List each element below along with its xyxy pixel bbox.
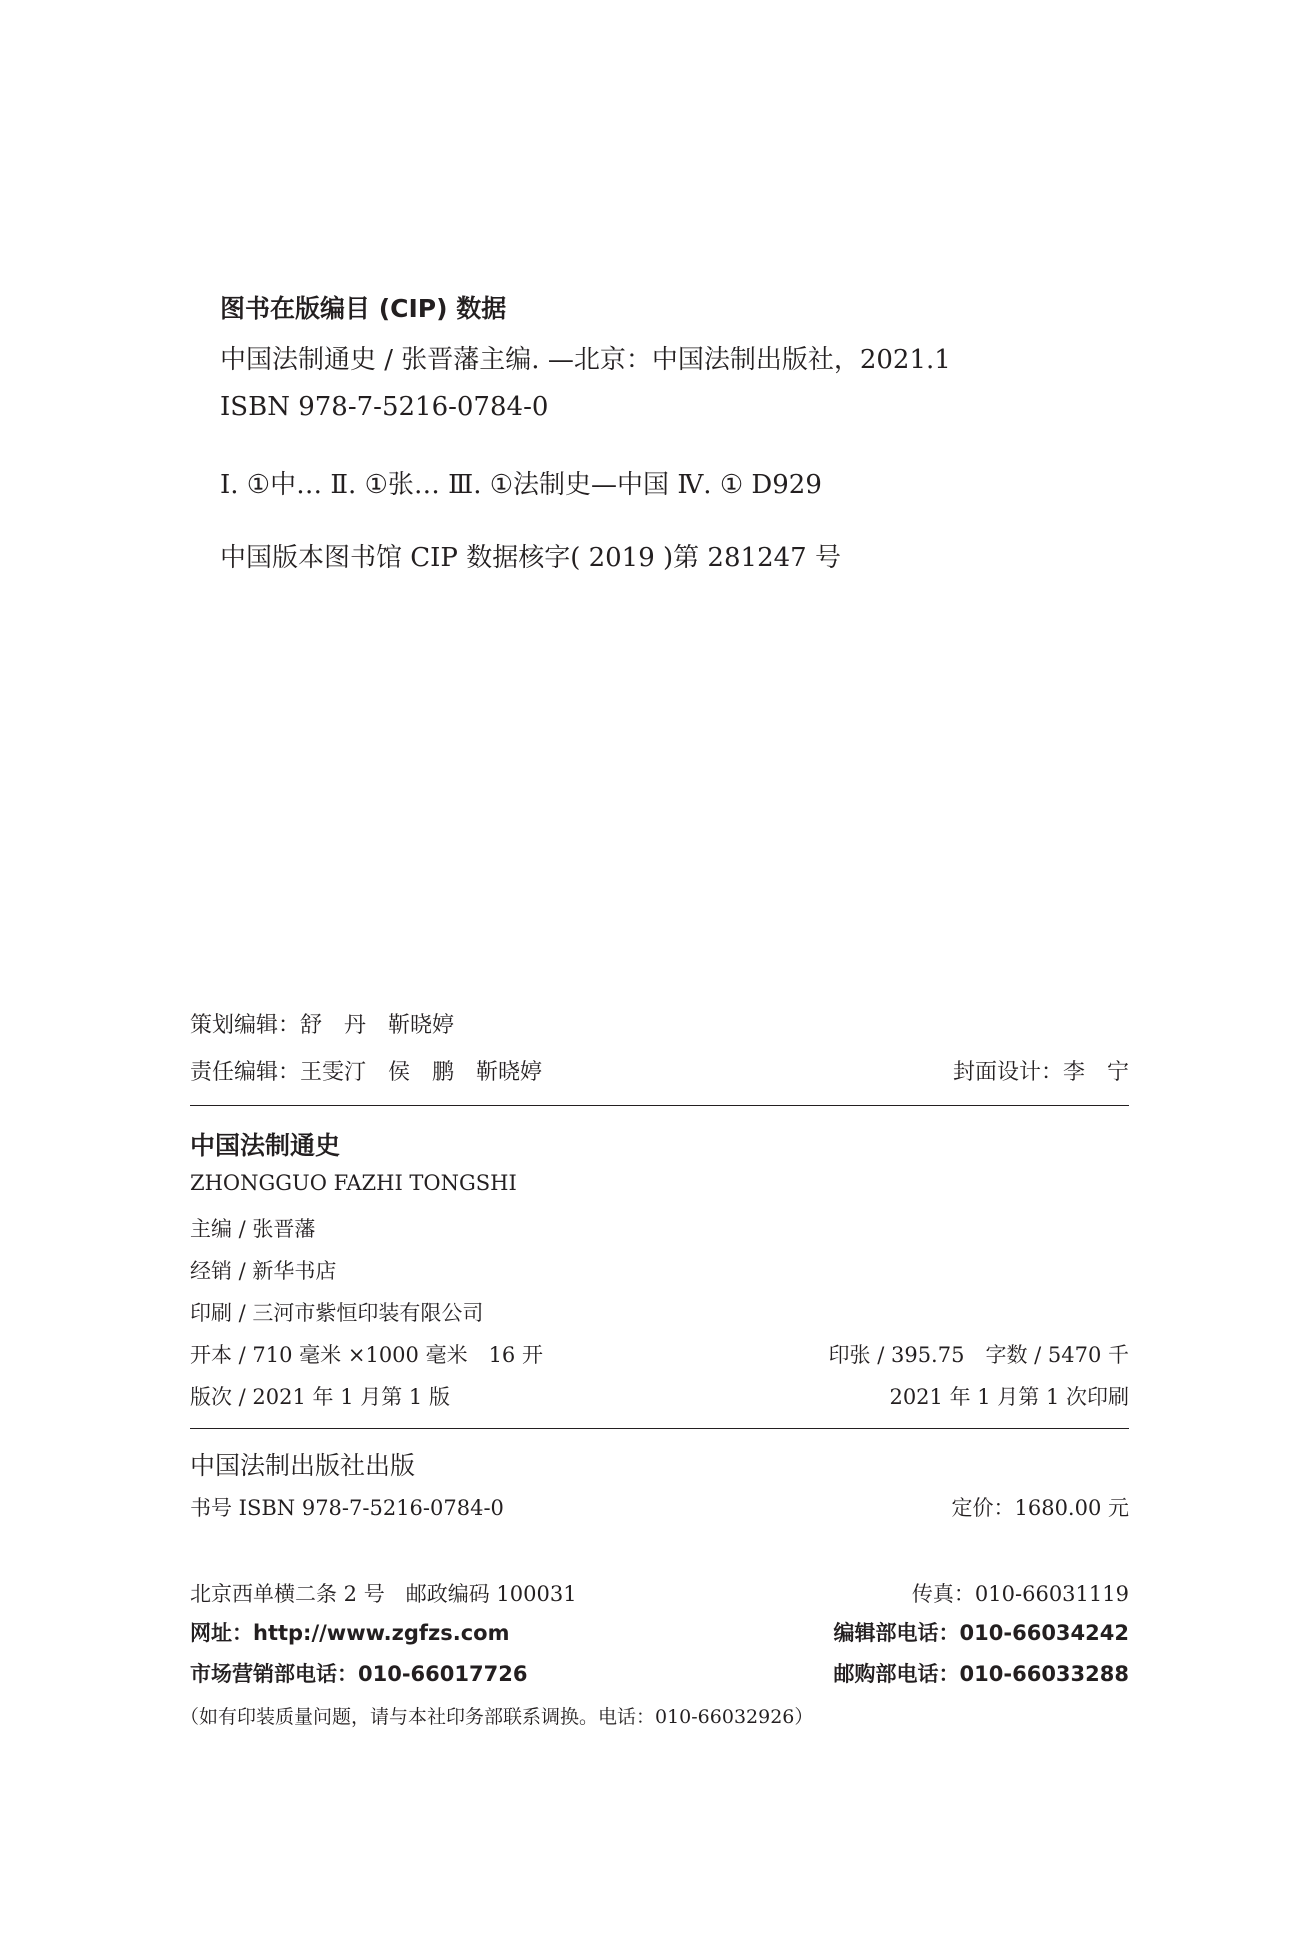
cip-heading: 图书在版编目 (CIP) 数据 [220, 294, 507, 323]
publisher-address: 北京西单横二条 2 号 邮政编码 100031 [190, 1582, 577, 1606]
quality-note: （如有印装质量问题，请与本社印务部联系调换。电话：010-66032926） [180, 1706, 814, 1728]
book-sheets-words: 印张 / 395.75 字数 / 5470 千 [828, 1343, 1129, 1367]
book-title-pinyin: ZHONGGUO FAZHI TONGSHI [190, 1171, 517, 1195]
book-price: 定价：1680.00 元 [951, 1496, 1129, 1520]
cover-design: 封面设计：李 宁 [952, 1060, 1129, 1085]
mail-order-phone: 邮购部电话：010-66033288 [833, 1662, 1129, 1686]
publisher-website: 网址：http://www.zgfzs.com [190, 1621, 510, 1645]
editorial-phone: 编辑部电话：010-66034242 [833, 1621, 1129, 1645]
divider-top [190, 1105, 1129, 1106]
cip-subject-index: Ⅰ. ①中… Ⅱ. ①张… Ⅲ. ①法制史—中国 Ⅳ. ① D929 [220, 470, 822, 500]
responsible-editors: 责任编辑：王雯汀 侯 鹏 靳晓婷 [190, 1060, 543, 1085]
divider-bottom [190, 1428, 1129, 1429]
book-printer: 印刷 / 三河市紫恒印装有限公司 [190, 1301, 484, 1325]
cip-record-number: 中国版本图书馆 CIP 数据核字( 2019 )第 281247 号 [220, 543, 841, 573]
marketing-phone: 市场营销部电话：010-66017726 [190, 1662, 528, 1686]
book-editor: 主编 / 张晋藩 [190, 1217, 316, 1241]
planning-editors: 策划编辑：舒 丹 靳晓婷 [190, 1013, 455, 1038]
book-format: 开本 / 710 毫米 ×1000 毫米 16 开 [190, 1343, 543, 1367]
book-number: 书号 ISBN 978-7-5216-0784-0 [190, 1496, 504, 1520]
book-printing: 2021 年 1 月第 1 次印刷 [889, 1385, 1129, 1409]
book-title: 中国法制通史 [190, 1131, 341, 1160]
cip-isbn: ISBN 978-7-5216-0784-0 [220, 392, 549, 422]
publisher-name: 中国法制出版社出版 [190, 1451, 416, 1480]
cip-catalog-line: 中国法制通史 / 张晋藩主编. —北京：中国法制出版社，2021.1 [220, 345, 951, 375]
book-distributor: 经销 / 新华书店 [190, 1259, 337, 1283]
book-edition: 版次 / 2021 年 1 月第 1 版 [190, 1385, 450, 1409]
publisher-fax: 传真：010-66031119 [911, 1582, 1129, 1606]
